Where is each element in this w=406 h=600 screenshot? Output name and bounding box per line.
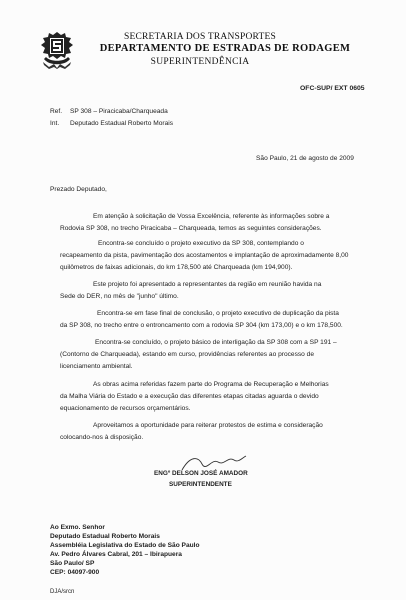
paragraph-2-line-2: recapeamento da pista, pavimentação dos acostamentos e implantação de aproximadamente 8,00 [60,252,349,259]
int-label: Int. [50,120,60,127]
paragraph-6-line-3: equacionamento de recursos orçamentários. [60,405,191,412]
salutation: Prezado Deputado, [50,186,107,193]
address-line-2: Deputado Estadual Roberto Morais [50,533,160,540]
letterhead-department: DEPARTAMENTO DE ESTRADAS DE RODAGEM [99,43,351,54]
paragraph-6-line-2: da Malha Viária do Estado e a execução das diferentes etapas citadas aguarda o devido [60,393,319,400]
paragraph-4-line-2: da SP 308, no trecho entre o entroncamento com a rodovia SP 304 (km 173,00) e o km 178,500. [60,322,343,329]
address-line-6: CEP: 04097-900 [50,569,100,576]
address-line-5: São Paulo/ SP [50,560,95,567]
paragraph-2-line-1: Encontra-se concluído o projeto executivo da SP 308, contemplando o [98,240,304,247]
paragraph-5-line-1: Encontra-se concluído, o projeto básico de interligação da SP 308 com a SP 191 – [95,339,337,346]
address-line-3: Assembléia Legislativa do Estado de São Paulo [50,542,200,549]
paragraph-5-line-2: (Contorno de Charqueada), estando em curso, providências referentes ao processo de [60,351,315,358]
typist-initials: DJA/srcn [50,589,75,595]
paragraph-6-line-1: As obras acima referidas fazem parte do Programa de Recuperação e Melhorias [93,381,329,388]
address-line-4: Av. Pedro Álvares Cabral, 201 – Ibirapuera [50,551,182,558]
int-value: Deputado Estadual Roberto Morais [70,120,173,127]
signatory-title: SUPERINTENDENTE [169,481,232,488]
paragraph-2-line-3: quilômetros de faixas adicionais, do km 178,500 até Charqueada (km 194,900). [60,264,293,271]
paragraph-5-line-3: licenciamento ambiental. [60,363,133,370]
paragraph-1-line-2: Rodovia SP 308, no trecho Piracicaba – Charqueada, temos as seguintes considerações. [60,225,322,232]
ref-label: Ref. [50,108,63,115]
letterhead-secretariat: SECRETARIA DOS TRANSPORTES [123,32,277,42]
paragraph-1-line-1: Em atenção à solicitação de Vossa Excelência, referente às informações sobre a [93,213,330,220]
paragraph-7-line-1: Aproveitamos a oportunidade para reiterar protestos de estima e consideração [93,422,323,429]
letterhead-superintendence: SUPERINTENDÊNCIA [150,57,250,67]
paragraph-4-line-1: Encontra-se em fase final de conclusão, o projeto executivo de duplicação da pista [97,310,339,317]
letter-date: São Paulo, 21 de agosto de 2009 [256,155,354,162]
signatory-name: ENGº DELSON JOSÉ AMADOR [154,470,248,477]
address-line-1: Ao Exmo. Senhor [50,524,105,531]
paragraph-7-line-2: colocando-nos à disposição. [60,434,144,441]
paragraph-3-line-1: Este projeto foi apresentado a representantes da região em reunião havida na [93,281,322,288]
coat-of-arms-seal [40,31,74,69]
document-number: OFC-SUP/ EXT 0605 [300,85,365,92]
ref-value: SP 308 – Piracicaba/Charqueada [70,108,168,115]
paragraph-3-line-2: Sede do DER, no mês de "junho" último. [60,293,179,300]
